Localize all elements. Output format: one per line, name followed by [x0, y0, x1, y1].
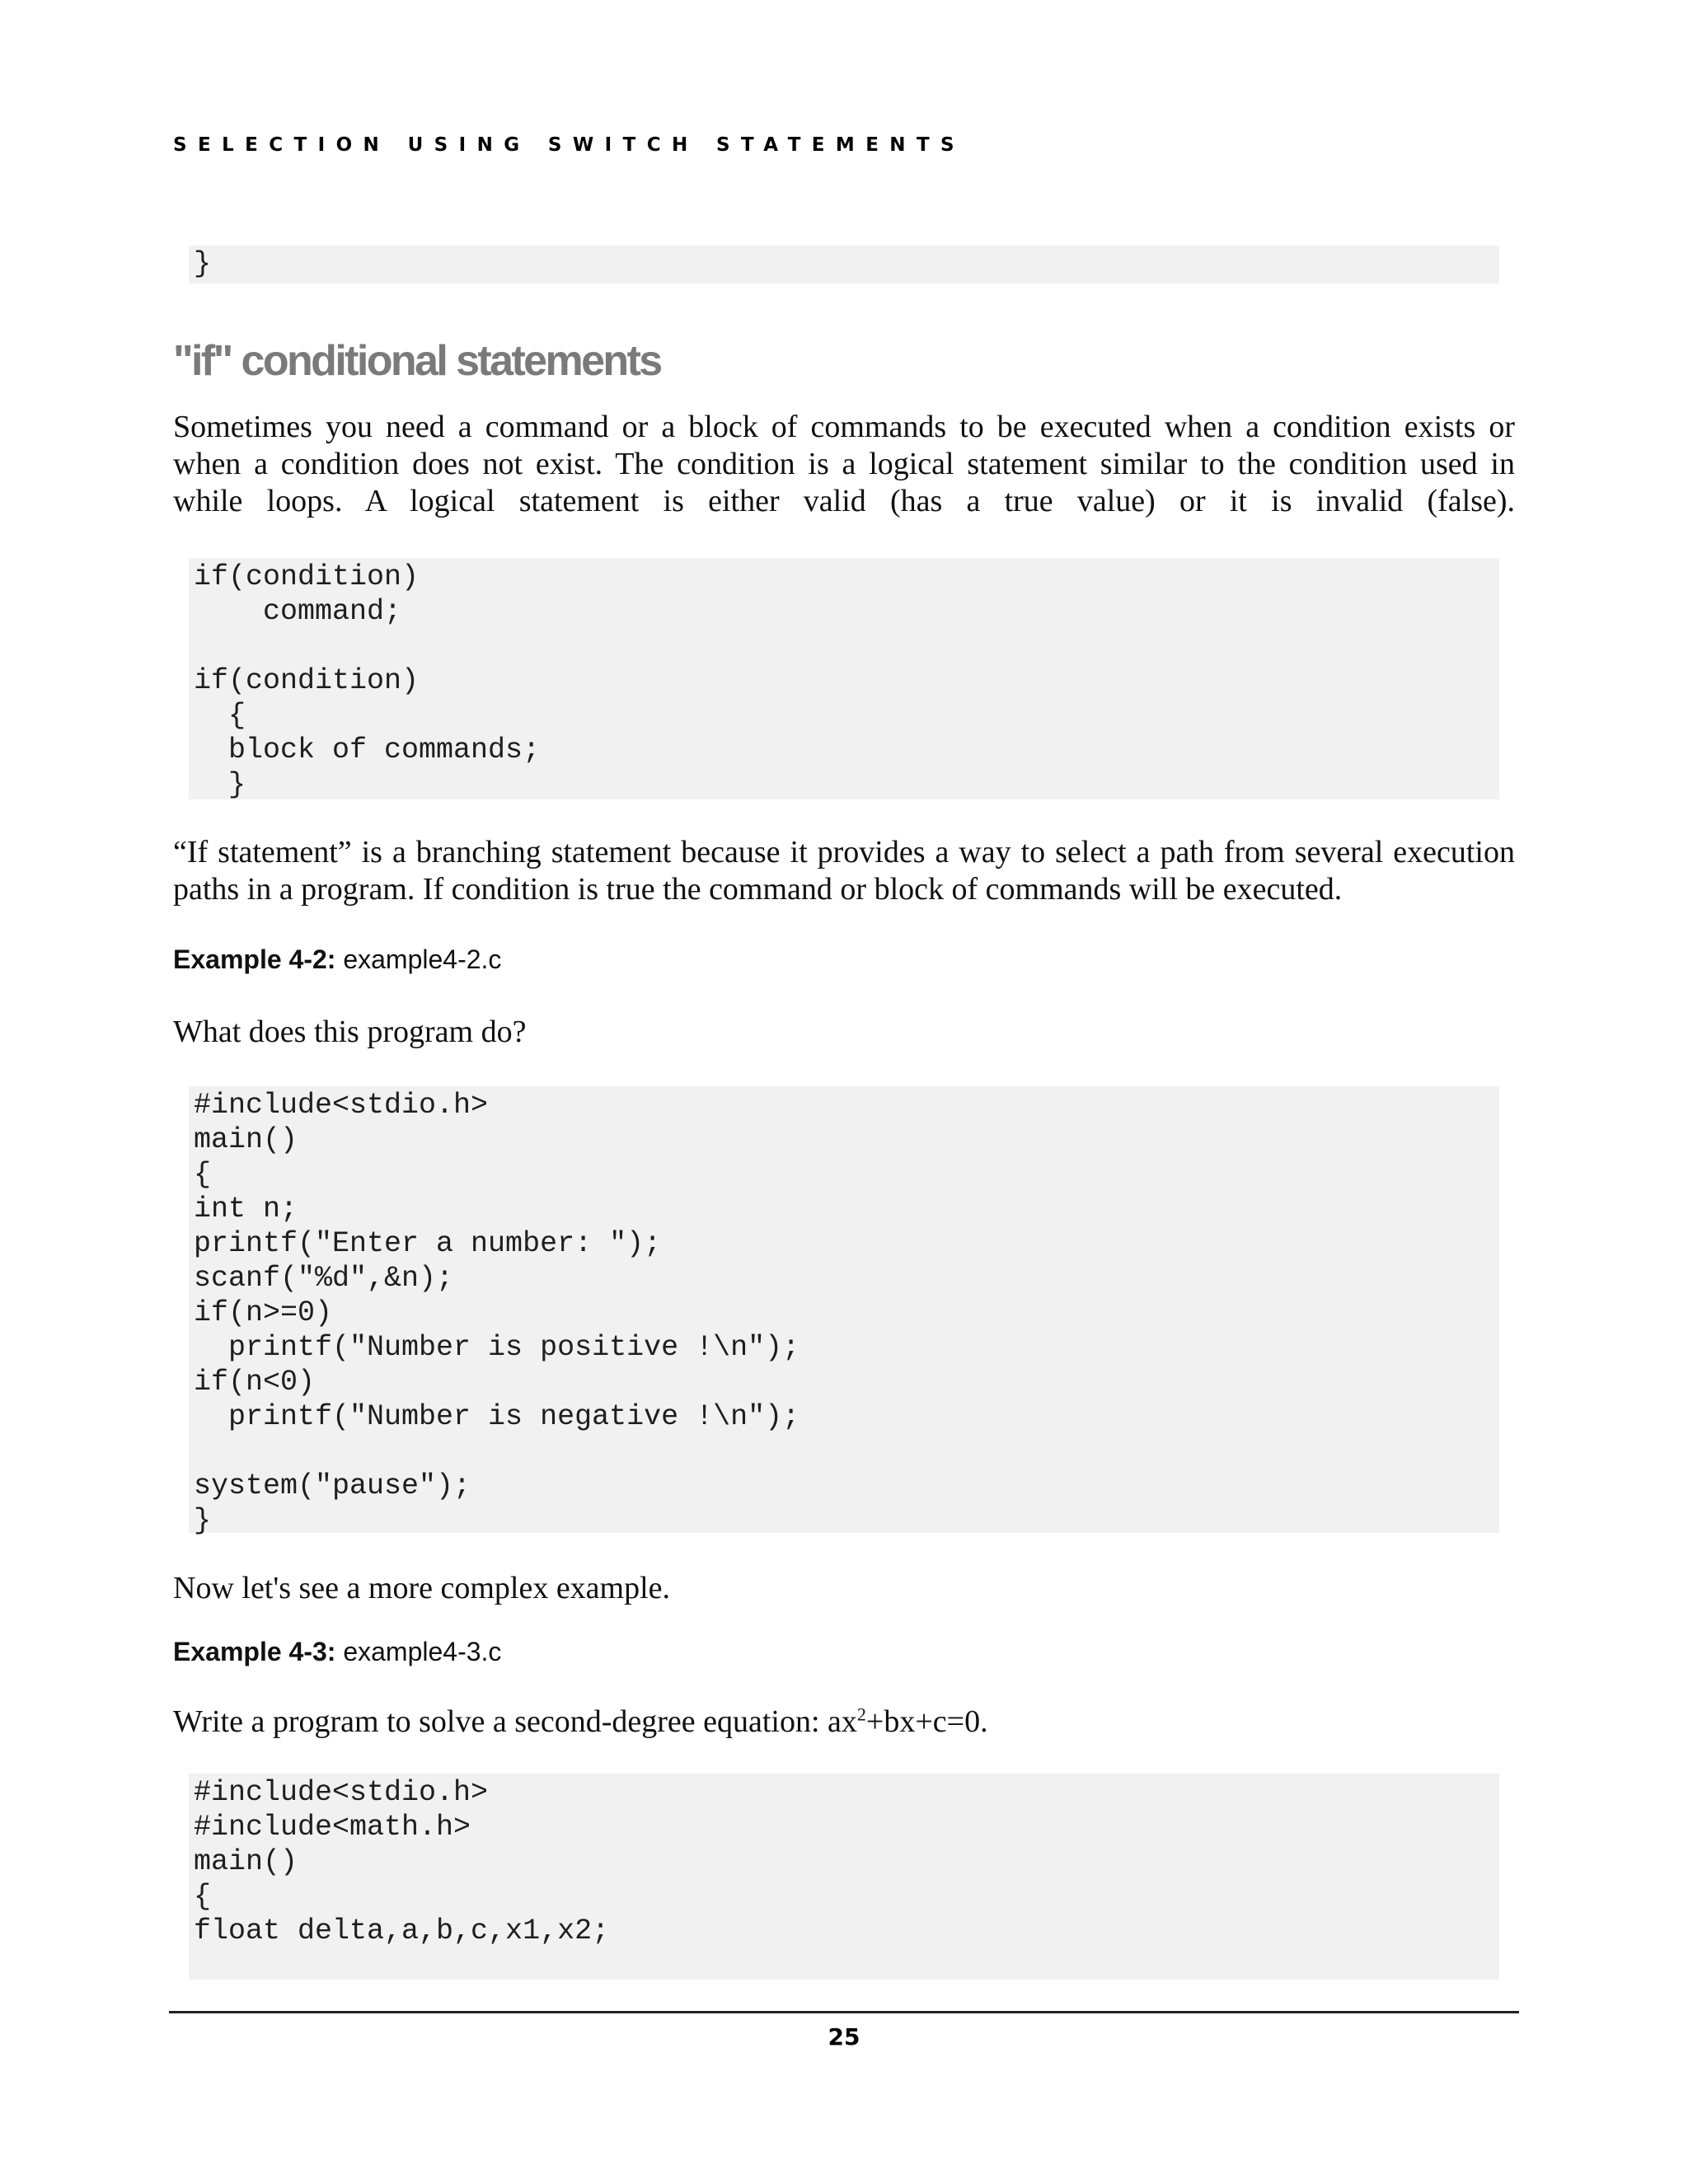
example-4-3-label: Example 4-3:	[173, 1637, 336, 1666]
code-text-if-syntax: if(condition) command; if(condition) { block of commands; }	[194, 560, 541, 801]
example-4-3-caption	[173, 1637, 501, 1667]
code-block-example-4-3	[189, 1774, 1499, 1980]
question-text: What does this program do?	[173, 1015, 527, 1049]
code-text-carryover: }	[194, 247, 212, 280]
running-header: SELECTION USING SWITCH STATEMENTS	[173, 134, 966, 156]
equation-superscript: 2	[856, 1704, 866, 1725]
code-text-example-4-3: #include<stdio.h> #include<math.h> main() { float delta,a,b,c,x1,x2;	[194, 1776, 610, 1947]
example-4-2-filename: example4-2.c	[335, 944, 502, 974]
intro-line-3: while loops. A logical statement is either valid (has a true value) or it is invalid (false).	[173, 484, 1515, 518]
branching-line-2: paths in a program. If condition is true the command or block of commands will be executed.	[173, 872, 1343, 907]
branching-line-1: “If statement” is a branching statement because it provides a way to select a path from several execution	[173, 835, 1515, 869]
equation-text-after: +bx+c=0.	[865, 1704, 988, 1739]
equation-text-before: Write a program to solve a second-degree equation: ax	[173, 1704, 857, 1739]
intro-line-2: when a condition does not exist. The condition is a logical statement similar to the condition used in	[173, 447, 1515, 481]
code-block-carryover	[189, 246, 1499, 284]
complex-example-intro: Now let's see a more complex example.	[173, 1571, 671, 1605]
section-heading: "if" conditional statements	[173, 337, 661, 385]
code-text-example-4-2: #include<stdio.h> main() { int n; printf("Enter a number: "); scanf("%d",&n); if(n>=0) printf("Number is positive !\n"); if(n<0) printf("Number is negative !\n"); system("pause"); }	[194, 1089, 800, 1537]
code-block-if-syntax	[189, 558, 1499, 799]
page-number: 25	[828, 2023, 860, 2050]
example-4-2-label: Example 4-2:	[173, 944, 336, 974]
footer-divider	[169, 2011, 1519, 2013]
equation-task	[173, 1704, 1515, 1741]
example-4-2-caption	[173, 944, 501, 975]
code-block-example-4-2	[189, 1086, 1499, 1537]
example-4-3-filename: example4-3.c	[335, 1637, 502, 1666]
intro-line-1: Sometimes you need a command or a block of commands to be executed when a condition exists or	[173, 410, 1515, 444]
